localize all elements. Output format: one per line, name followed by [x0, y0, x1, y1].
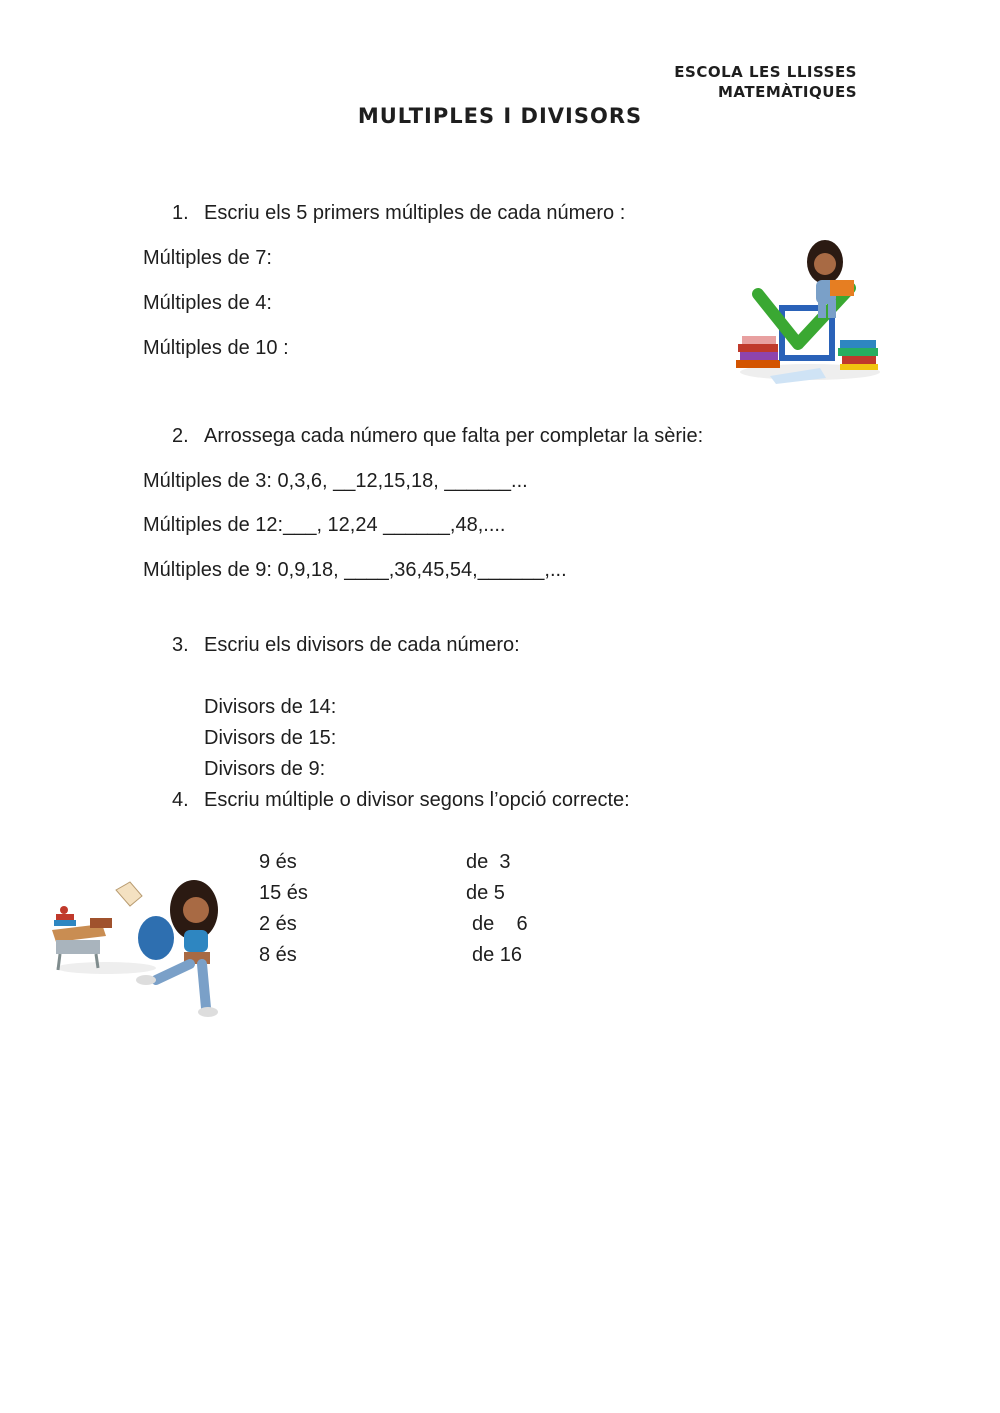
exercise-1-instruction — [172, 202, 625, 225]
exercise-4-instruction — [172, 789, 630, 812]
exercise-2-item: Múltiples de 3: 0,3,6, __12,15,18, ______... — [143, 470, 528, 492]
exercise-4-left: 9 és — [259, 851, 297, 873]
exercise-3-instruction — [172, 634, 520, 657]
exercise-1-item: Múltiples de 10 : — [143, 337, 289, 359]
subject-name: MATEMÀTIQUES — [717, 83, 857, 101]
exercise-3-item: Divisors de 9: — [204, 758, 326, 780]
exercise-2-instruction — [172, 425, 703, 448]
exercise-3-item: Divisors de 15: — [204, 727, 337, 749]
exercise-1-item: Múltiples de 7: — [143, 247, 272, 269]
exercise-4-left: 2 és — [259, 913, 297, 935]
exercise-4-right: de 5 — [466, 882, 505, 904]
exercise-1-item: Múltiples de 4: — [143, 292, 272, 314]
exercise-3-number: 3. — [172, 634, 189, 656]
exercise-1-text: Escriu els 5 primers múltiples de cada número : — [204, 202, 626, 224]
school-name: ESCOLA LES LLISSES — [674, 63, 857, 81]
exercise-4-left: 8 és — [259, 944, 297, 966]
exercise-1-number: 1. — [172, 202, 189, 224]
exercise-4-right: de 3 — [466, 851, 511, 873]
exercise-4-right: de 16 — [472, 944, 523, 966]
exercise-2-text: Arrossega cada número que falta per completar la sèrie: — [204, 425, 704, 447]
exercise-2-item: Múltiples de 9: 0,9,18, ____,36,45,54,______,... — [143, 559, 567, 581]
exercise-4-left: 15 és — [259, 882, 308, 904]
exercise-4-text: Escriu múltiple o divisor segons l’opció correcte: — [204, 789, 630, 811]
reading-girl-checkbox-illustration — [730, 236, 890, 384]
exercise-3-item: Divisors de 14: — [204, 696, 337, 718]
school-header — [674, 62, 857, 102]
exercise-4-number: 4. — [172, 789, 189, 811]
page-title: MULTIPLES I DIVISORS — [357, 104, 643, 128]
exercise-3-text: Escriu els divisors de cada número: — [204, 634, 520, 656]
exercise-2-item: Múltiples de 12:___, 12,24 ______,48,.... — [143, 514, 506, 536]
exercise-4-right: de 6 — [472, 913, 528, 935]
running-girl-desk-illustration — [46, 880, 226, 1020]
exercise-2-number: 2. — [172, 425, 189, 447]
